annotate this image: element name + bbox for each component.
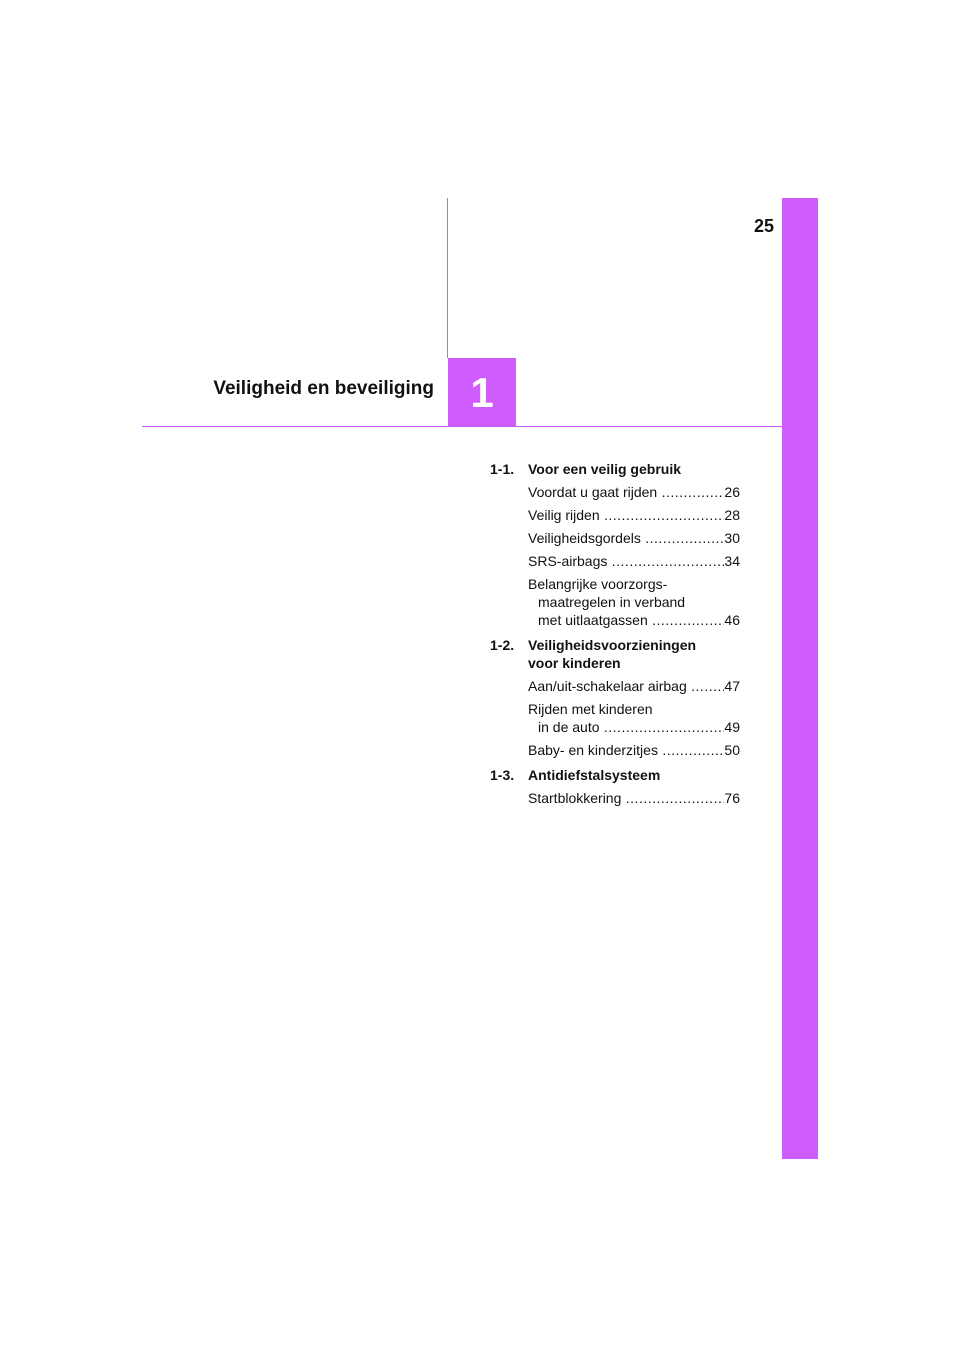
toc-entry-page-number: 76 xyxy=(724,790,740,806)
table-of-contents xyxy=(490,460,740,807)
toc-section-number: 1-3. xyxy=(490,767,515,783)
toc-entry-page-number: 26 xyxy=(724,484,740,500)
toc-entry[interactable] xyxy=(490,506,740,524)
toc-entry-title-line: met uitlaatgassen ..... xyxy=(528,611,724,629)
chapter-side-tab xyxy=(782,198,818,1159)
toc-entry[interactable] xyxy=(490,741,740,759)
toc-entry-title-line: Rijden met kinderen xyxy=(528,701,653,717)
toc-entry-page-number: 47 xyxy=(724,678,740,694)
toc-entry-page-number: 34 xyxy=(724,553,740,569)
toc-entry-title xyxy=(528,529,724,547)
toc-entry[interactable] xyxy=(490,483,740,501)
toc-entry-page-number: 50 xyxy=(724,742,740,758)
toc-entry[interactable] xyxy=(490,575,740,629)
toc-entry-title xyxy=(528,552,724,570)
toc-entry-title xyxy=(528,741,724,759)
toc-entry-page-number: 49 xyxy=(724,719,740,735)
toc-section-heading[interactable] xyxy=(490,636,740,672)
toc-section-title xyxy=(528,460,740,478)
chapter-title: Veiligheid en beveiliging xyxy=(213,378,434,399)
toc-section-title xyxy=(528,636,740,672)
page-number: 25 xyxy=(753,216,774,236)
toc-entry-title xyxy=(528,575,724,629)
toc-section-title-line: Voor een veilig gebruik xyxy=(528,461,682,477)
toc-entry-title xyxy=(528,789,724,807)
toc-entry-title xyxy=(528,700,724,736)
toc-entry-title-line: Startblokkering ..... xyxy=(528,789,724,807)
toc-section-title-line: voor kinderen xyxy=(528,655,621,671)
toc-entry-title xyxy=(528,483,724,501)
toc-entry-title-line: Aan/uit-schakelaar airbag ..... xyxy=(528,677,724,695)
toc-entry-title-line: Voordat u gaat rijden ..... xyxy=(528,483,724,501)
toc-section-heading[interactable] xyxy=(490,766,740,784)
toc-section-title-line: Antidiefstalsysteem xyxy=(528,767,661,783)
toc-entry-title-line: maatregelen in verband xyxy=(538,594,686,610)
toc-entry-title-line: SRS-airbags ..... xyxy=(528,552,724,570)
toc-entry[interactable] xyxy=(490,552,740,570)
toc-entry-title-line: Belangrijke voorzorgs- xyxy=(528,576,668,592)
toc-entry-title-line: Veilig rijden ..... xyxy=(528,506,724,524)
toc-section-title-line: Veiligheidsvoorzieningen xyxy=(528,637,697,653)
toc-entry[interactable] xyxy=(490,677,740,695)
toc-section-title xyxy=(528,766,740,784)
toc-entry-title xyxy=(528,677,724,695)
toc-section-number: 1-2. xyxy=(490,637,515,653)
toc-entry-page-number: 28 xyxy=(724,507,740,523)
toc-entry[interactable] xyxy=(490,700,740,736)
toc-section-number: 1-1. xyxy=(490,461,515,477)
horizontal-divider xyxy=(142,426,782,427)
toc-entry-title xyxy=(528,506,724,524)
toc-entry-page-number: 46 xyxy=(724,612,740,628)
toc-entry[interactable] xyxy=(490,529,740,547)
toc-entry[interactable] xyxy=(490,789,740,807)
vertical-divider xyxy=(447,198,448,358)
chapter-number-box: 1 xyxy=(448,358,516,427)
toc-entry-title-line: in de auto ..... xyxy=(528,718,724,736)
toc-section-heading[interactable] xyxy=(490,460,740,478)
toc-entry-page-number: 30 xyxy=(724,530,740,546)
toc-entry-title-line: Baby- en kinderzitjes ..... xyxy=(528,741,724,759)
toc-entry-title-line: Veiligheidsgordels ..... xyxy=(528,529,724,547)
